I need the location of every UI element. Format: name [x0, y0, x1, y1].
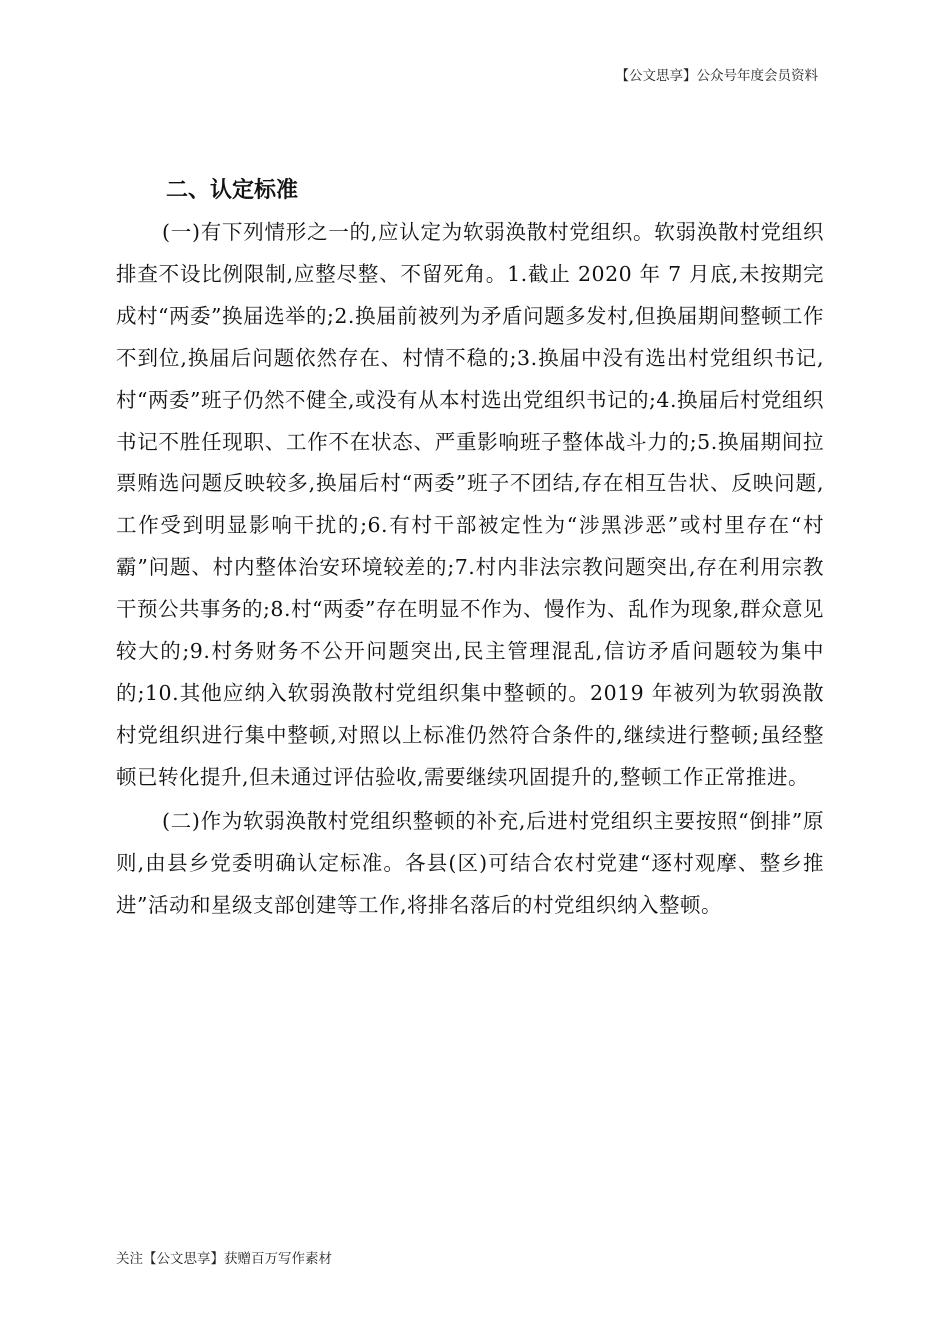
section-heading: 二、认定标准: [166, 178, 299, 203]
paragraph-criteria-2: (二)作为软弱涣散村党组织整顿的补充,后进村党组织主要按照“倒排”原则,由县乡党委明确认定标准。各县(区)可结合农村党建“逐村观摩、整乡推进”活动和星级支部创建等工作,将排名落后的村党组织纳入整顿。: [116, 808, 824, 917]
document-body: [116, 170, 824, 926]
page-footer: 关注【公文思享】获赠百万写作素材: [116, 1251, 332, 1267]
paragraph-criteria-1: (一)有下列情形之一的,应认定为软弱涣散村党组织。软弱涣散村党组织排查不设比例限制,应整尽整、不留死角。1.截止 2020 年 7 月底,未按期完成村“两委”换届选举的;2.换届前被列为矛盾问题多发村,但换届期间整顿工作不到位,换届后问题依然存在、村情不稳的;3.换届中没有选出村党组织书记,村“两委”班子仍然不健全,或没有从本村选出党组织书记的;4.换届后村党组织书记不胜任现职、工作不在状态、严重影响班子整体战斗力的;5.换届期间拉票贿选问题反映较多,换届后村“两委”班子不团结,存在相互告状、反映问题,工作受到明显影响干扰的;6.有村干部被定性为“涉黑涉恶”或村里存在“村霸”问题、村内整体治安环境较差的;7.村内非法宗教问题突出,存在利用宗教干预公共事务的;8.村“两委”存在明显不作为、慢作为、乱作为现象,群众意见较大的;9.村务财务不公开问题突出,民主管理混乱,信访矛盾问题较为集中的;10.其他应纳入软弱涣散村党组织集中整顿的。2019 年被列为软弱涣散村党组织进行集中整顿,对照以上标准仍然符合条件的,继续进行整顿;虽经整顿已转化提升,但未通过评估验收,需要继续巩固提升的,整顿工作正常推进。: [116, 220, 824, 789]
page-header: 【公文思享】公众号年度会员资料: [615, 68, 818, 84]
